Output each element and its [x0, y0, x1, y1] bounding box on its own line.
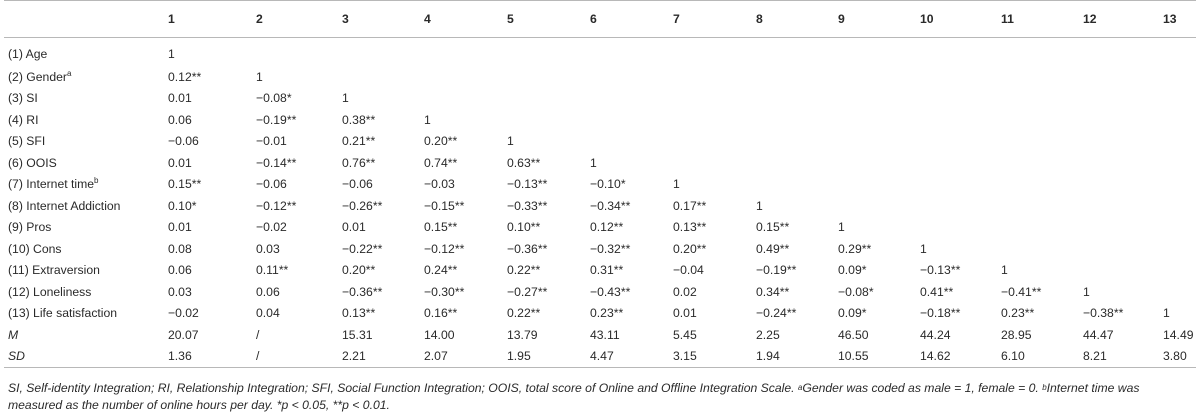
- table-cell: −0.36**: [342, 284, 383, 299]
- table-cell: [1083, 195, 1163, 217]
- table-cell: −0.14**: [256, 155, 297, 170]
- table-cell: [838, 66, 920, 88]
- table-cell: [256, 38, 342, 67]
- table-cell: 1: [920, 241, 927, 256]
- table-cell: [673, 109, 756, 131]
- table-cell: 1.95: [507, 346, 590, 368]
- table-cell: 0.29**: [838, 241, 872, 256]
- table-cell: −0.36**: [507, 241, 548, 256]
- table-row: [4, 174, 1196, 196]
- table-cell: [507, 38, 590, 67]
- table-cell: 0.24**: [424, 263, 458, 278]
- table-cell: 0.11**: [256, 263, 289, 278]
- table-cell: −0.08*: [256, 91, 292, 106]
- table-row: [4, 131, 1196, 153]
- table-cell: [1001, 195, 1083, 217]
- row-label: [4, 131, 168, 153]
- row-label: [4, 346, 168, 368]
- table-cell: 0.08: [168, 241, 192, 256]
- table-cell: [1083, 174, 1163, 196]
- table-cell: 0.01: [168, 91, 192, 106]
- table-cell: [1163, 131, 1196, 153]
- table-cell: [1163, 152, 1196, 174]
- table-cell: 0.22**: [507, 263, 541, 278]
- column-header: 10: [920, 1, 1001, 38]
- header-cell-blank: [4, 1, 168, 38]
- table-cell: [1001, 238, 1083, 260]
- table-cell: [590, 88, 673, 110]
- table-cell: 0.06: [168, 112, 192, 127]
- table-cell: −0.32**: [590, 241, 631, 256]
- table-cell: −0.33**: [507, 198, 548, 213]
- table-cell: 1: [168, 46, 175, 61]
- table-cell: −0.19**: [756, 263, 797, 278]
- row-label-footnote-marker: a: [66, 68, 72, 78]
- table-row: [4, 281, 1196, 303]
- column-header: 9: [838, 1, 920, 38]
- table-cell: 0.74**: [424, 155, 458, 170]
- table-cell: −0.22**: [342, 241, 383, 256]
- table-cell: [838, 88, 920, 110]
- table-cell: −0.13**: [507, 177, 548, 192]
- table-cell: [1001, 109, 1083, 131]
- table-row: [4, 303, 1196, 325]
- table-cell: [342, 38, 424, 67]
- table-cell: 0.06: [168, 263, 192, 278]
- table-cell: −0.27**: [507, 284, 548, 299]
- table-cell: 2.21: [342, 346, 424, 368]
- table-header: [4, 1, 1196, 38]
- table-cell: [590, 131, 673, 153]
- row-label-text: (10) Cons: [8, 241, 62, 256]
- table-cell: [838, 109, 920, 131]
- row-label-text: (7) Internet time: [8, 177, 95, 192]
- table-cell: 1: [1083, 284, 1090, 299]
- table-cell: [920, 88, 1001, 110]
- table-row: [4, 217, 1196, 239]
- table-cell: [920, 195, 1001, 217]
- table-cell: 10.55: [838, 346, 920, 368]
- table-cell: [1163, 260, 1196, 282]
- table-cell: 44.47: [1083, 327, 1114, 342]
- table-cell: 28.95: [1001, 327, 1032, 342]
- table-cell: −0.12**: [424, 241, 465, 256]
- table-cell: 43.11: [590, 327, 620, 342]
- table-cell: [1083, 217, 1163, 239]
- row-label-text: (12) Loneliness: [8, 284, 92, 299]
- column-header: 3: [342, 1, 424, 38]
- table-cell: −0.34**: [590, 198, 631, 213]
- table-cell: [1083, 109, 1163, 131]
- table-cell: [838, 131, 920, 153]
- table-cell: [920, 131, 1001, 153]
- table-cell: 0.03: [256, 241, 280, 256]
- table-row: [4, 238, 1196, 260]
- table-cell: 0.10*: [168, 198, 197, 213]
- table-cell: [756, 88, 838, 110]
- table-cell: [342, 66, 424, 88]
- table-cell: 0.09*: [838, 263, 867, 278]
- table-cell: 4.47: [590, 346, 673, 368]
- table-cell: [424, 88, 507, 110]
- table-cell: 1: [507, 134, 514, 149]
- row-label: [4, 38, 168, 67]
- table-cell: 2.07: [424, 346, 507, 368]
- table-cell: [1163, 238, 1196, 260]
- table-cell: −0.06: [168, 134, 199, 149]
- row-label-footnote-marker: b: [94, 176, 99, 186]
- table-cell: [590, 109, 673, 131]
- stat-row: [4, 346, 1196, 368]
- table-cell: −0.18**: [920, 306, 961, 321]
- table-cell: −0.38**: [1083, 306, 1124, 321]
- table-cell: 0.12**: [168, 69, 202, 84]
- row-label: [4, 303, 168, 325]
- row-label: [4, 174, 168, 196]
- table-cell: 0.17**: [673, 198, 707, 213]
- row-label: [4, 217, 168, 239]
- table-cell: 46.50: [838, 327, 869, 342]
- table-cell: [920, 217, 1001, 239]
- row-label-text: M: [8, 327, 19, 342]
- table-cell: 0.01: [342, 220, 366, 235]
- table-cell: [1001, 66, 1083, 88]
- table-cell: 0.01: [673, 306, 697, 321]
- table-cell: [920, 109, 1001, 131]
- table-cell: 0.16**: [424, 306, 458, 321]
- table-cell: 15.31: [342, 327, 373, 342]
- table-row: [4, 88, 1196, 110]
- table-cell: −0.02: [256, 220, 287, 235]
- table-cell: [590, 38, 673, 67]
- table-cell: 0.01: [168, 155, 192, 170]
- table-cell: [1001, 174, 1083, 196]
- table-cell: 44.24: [920, 327, 951, 342]
- table-cell: 1: [424, 112, 431, 127]
- table-cell: 14.00: [424, 327, 455, 342]
- table-cell: 0.06: [256, 284, 280, 299]
- table-cell: [1001, 131, 1083, 153]
- table-row: [4, 195, 1196, 217]
- table-cell: 1: [673, 177, 680, 192]
- table-cell: 0.20**: [424, 134, 458, 149]
- table-cell: [1083, 88, 1163, 110]
- table-cell: 0.09*: [838, 306, 867, 321]
- table-cell: 13.79: [507, 327, 538, 342]
- column-header: 8: [756, 1, 838, 38]
- table-cell: 1: [1163, 306, 1170, 321]
- table-cell: [838, 174, 920, 196]
- row-label: [4, 66, 168, 88]
- table-cell: −0.10*: [590, 177, 626, 192]
- table-cell: 0.22**: [507, 306, 541, 321]
- row-label: [4, 109, 168, 131]
- table-cell: [1163, 38, 1196, 67]
- correlation-table: [4, 0, 1196, 368]
- footnote-abbreviations: SI, Self-identity Integration; RI, Relationship Integration; SFI, Social Function Integration; OOIS, total score of Online and Offline Integration Scale.: [8, 381, 798, 395]
- table-cell: [1163, 66, 1196, 88]
- table-cell: 8.21: [1083, 346, 1163, 368]
- table-cell: [507, 88, 590, 110]
- table-cell: [590, 66, 673, 88]
- table-cell: [424, 38, 507, 67]
- row-label: [4, 88, 168, 110]
- table-cell: [920, 38, 1001, 67]
- table-cell: 0.13**: [342, 306, 376, 321]
- table-cell: [920, 174, 1001, 196]
- table-cell: 0.38**: [342, 112, 376, 127]
- table-cell: [1083, 66, 1163, 88]
- row-label-text: (4) RI: [8, 112, 39, 127]
- table-cell: [838, 38, 920, 67]
- table-cell: [1163, 217, 1196, 239]
- row-label-text: (1) Age: [8, 46, 48, 61]
- column-header: 2: [256, 1, 342, 38]
- table-footnote: [4, 380, 1192, 414]
- row-label: [4, 281, 168, 303]
- row-label-text: (2) Gender: [8, 69, 67, 84]
- table-cell: 1: [838, 220, 845, 235]
- table-cell: [1001, 217, 1083, 239]
- row-label-text: (6) OOIS: [8, 155, 57, 170]
- row-label: [4, 324, 168, 346]
- table-row: [4, 260, 1196, 282]
- table-cell: [756, 131, 838, 153]
- table-cell: [1001, 88, 1083, 110]
- table-cell: [1083, 238, 1163, 260]
- table-cell: [424, 66, 507, 88]
- table-cell: −0.26**: [342, 198, 383, 213]
- table-cell: 0.15**: [168, 177, 202, 192]
- table-cell: 0.03: [168, 284, 192, 299]
- table-cell: −0.15**: [424, 198, 465, 213]
- row-label: [4, 238, 168, 260]
- table-cell: 1: [756, 198, 763, 213]
- table-cell: [1083, 260, 1163, 282]
- table-cell: [673, 88, 756, 110]
- row-label: [4, 152, 168, 174]
- table-row: [4, 109, 1196, 131]
- table-cell: 2.25: [756, 327, 780, 342]
- table-cell: 0.41**: [920, 284, 954, 299]
- table-cell: −0.41**: [1001, 284, 1042, 299]
- table-cell: [756, 109, 838, 131]
- row-label-text: (13) Life satisfaction: [8, 306, 118, 321]
- table-cell: −0.30**: [424, 284, 465, 299]
- table-cell: [838, 152, 920, 174]
- table-cell: [1163, 174, 1196, 196]
- table-cell: [756, 38, 838, 67]
- table-body: [4, 38, 1196, 368]
- table-cell: [756, 152, 838, 174]
- table-cell: 1.94: [756, 346, 838, 368]
- footnote-marker-b: b: [1042, 383, 1047, 392]
- table-cell: 1: [256, 69, 263, 84]
- table-cell: 1.36: [168, 346, 256, 368]
- table-cell: /: [256, 327, 260, 342]
- table-cell: 0.04: [256, 306, 280, 321]
- table-cell: [673, 131, 756, 153]
- table-cell: 0.23**: [1001, 306, 1035, 321]
- table-cell: −0.06: [342, 177, 373, 192]
- row-label-text: (5) SFI: [8, 134, 46, 149]
- table-cell: [1163, 88, 1196, 110]
- table-cell: −0.08*: [838, 284, 874, 299]
- table-cell: −0.13**: [920, 263, 961, 278]
- table-cell: −0.12**: [256, 198, 297, 213]
- table-cell: −0.43**: [590, 284, 631, 299]
- table-cell: 1: [342, 91, 349, 106]
- table-cell: 0.15**: [424, 220, 458, 235]
- table-cell: −0.03: [424, 177, 455, 192]
- table-cell: 0.49**: [756, 241, 790, 256]
- table-cell: [1163, 195, 1196, 217]
- table-cell: −0.06: [256, 177, 287, 192]
- table-cell: 5.45: [673, 327, 697, 342]
- footnote-internet-time: Internet time was measured as the number of online hours per day. *p < 0.05, **p < 0.01.: [8, 381, 1140, 412]
- table-cell: /: [256, 346, 342, 368]
- table-cell: 14.49: [1163, 327, 1194, 342]
- column-header: 5: [507, 1, 590, 38]
- table-cell: 0.21**: [342, 134, 376, 149]
- row-label-text: SD: [8, 349, 25, 364]
- table-cell: [1163, 281, 1196, 303]
- column-header: 12: [1083, 1, 1163, 38]
- table-cell: 0.76**: [342, 155, 376, 170]
- table-cell: 0.34**: [756, 284, 790, 299]
- table-cell: [838, 195, 920, 217]
- footnote-marker-a: a: [797, 383, 803, 392]
- column-header: 1: [168, 1, 256, 38]
- table-cell: [1001, 152, 1083, 174]
- footnote-gender: Gender was coded as male = 1, female = 0.: [802, 381, 1043, 395]
- table-cell: [1163, 109, 1196, 131]
- table-cell: [673, 38, 756, 67]
- table-cell: 0.01: [168, 220, 192, 235]
- table-cell: [920, 152, 1001, 174]
- stat-row: [4, 324, 1196, 346]
- table-cell: 0.23**: [590, 306, 624, 321]
- table-cell: [507, 109, 590, 131]
- column-header: 13: [1163, 1, 1196, 38]
- column-header: 11: [1001, 1, 1083, 38]
- table-cell: [673, 152, 756, 174]
- table-cell: 1: [1001, 263, 1008, 278]
- table-cell: 1: [590, 155, 597, 170]
- table-cell: 3.15: [673, 346, 756, 368]
- row-label-text: (11) Extraversion: [8, 263, 100, 278]
- table-cell: 0.31**: [590, 263, 624, 278]
- table-cell: 0.15**: [756, 220, 790, 235]
- table-cell: 0.10**: [507, 220, 541, 235]
- table-cell: −0.24**: [756, 306, 797, 321]
- table-cell: [1083, 38, 1163, 67]
- table-row: [4, 38, 1196, 67]
- table-cell: [920, 66, 1001, 88]
- table-cell: 0.20**: [342, 263, 376, 278]
- table-cell: [507, 66, 590, 88]
- header-row: [4, 1, 1196, 38]
- table-cell: −0.02: [168, 306, 199, 321]
- row-label-text: (9) Pros: [8, 220, 52, 235]
- table-cell: −0.01: [256, 134, 287, 149]
- row-label: [4, 260, 168, 282]
- table-cell: [1001, 38, 1083, 67]
- table-cell: −0.19**: [256, 112, 297, 127]
- row-label-text: (3) SI: [8, 91, 38, 106]
- table-cell: 0.13**: [673, 220, 707, 235]
- table-cell: [756, 66, 838, 88]
- table-cell: [1083, 152, 1163, 174]
- table-cell: 0.20**: [673, 241, 707, 256]
- row-label: [4, 195, 168, 217]
- table-cell: 14.62: [920, 346, 1001, 368]
- row-label-text: (8) Internet Addiction: [8, 198, 121, 213]
- table-cell: 3.80: [1163, 346, 1196, 368]
- column-header: 4: [424, 1, 507, 38]
- table-cell: 6.10: [1001, 346, 1083, 368]
- table-cell: 0.02: [673, 284, 697, 299]
- table-cell: [673, 66, 756, 88]
- table-row: [4, 152, 1196, 174]
- table-row: [4, 66, 1196, 88]
- table-cell: [756, 174, 838, 196]
- column-header: 7: [673, 1, 756, 38]
- table-cell: [1083, 131, 1163, 153]
- column-header: 6: [590, 1, 673, 38]
- table-cell: 0.12**: [590, 220, 624, 235]
- table-cell: 0.63**: [507, 155, 541, 170]
- table-cell: 20.07: [168, 327, 199, 342]
- table-cell: −0.04: [673, 263, 704, 278]
